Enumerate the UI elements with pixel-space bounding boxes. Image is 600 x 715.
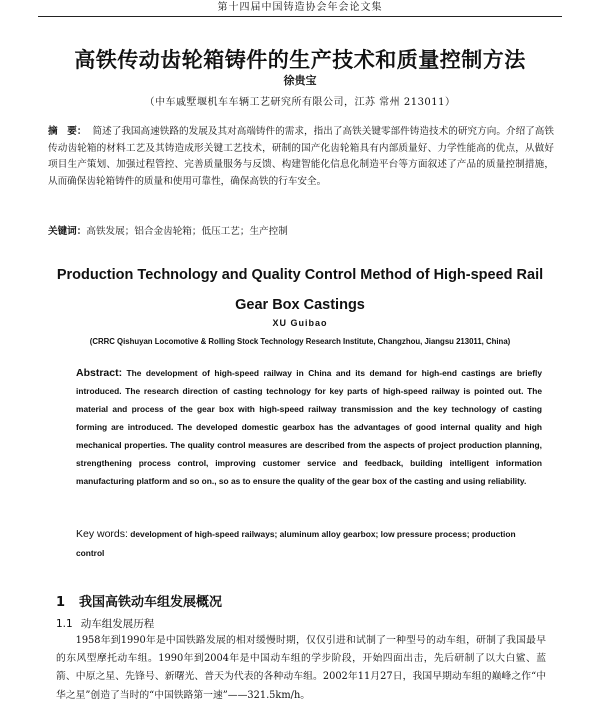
- chinese-abstract-text: 简述了我国高速铁路的发展及其对高端铸件的需求，指出了高铁关键零部件铸造技术的研究方向。介绍了高铁传动齿轮箱的材料工艺及其铸造成形关键工艺技术，研制的国产化齿轮箱具有内部质量好、力学性能高的优点，从做好项目生产策划、加强过程管控、完善质量服务与反馈、构建智能化信息化制造平台等方面叙述了产品的质量控制措施，从而确保齿轮箱铸件的质量和使用可靠性，确保高铁的行车安全。: [48, 126, 555, 187]
- english-keywords: [76, 525, 542, 563]
- section-title: 我国高铁动车组发展概况: [79, 595, 223, 610]
- chinese-abstract-label: 摘 要：: [48, 126, 87, 137]
- body-paragraph: 1958年到1990年是中国铁路发展的相对缓慢时期，仅仅引进和试制了一种型号的动车组，研制了我国最早的东风型摩托动车组。1990年到2004年是中国动车组的学步阶段，开始四面出击，先后研制了以大白鲨、蓝箭、中原之星、先锋号、新曙光、普天为代表的各种动车组。2002年11月27日，我国早期动车组的巅峰之作“中华之星”创造了当时的“中国铁路第一速”——321.5km/h。: [56, 635, 546, 701]
- header-rule: [38, 16, 562, 17]
- chinese-title: 高铁传动齿轮箱铸件的生产技术和质量控制方法: [74, 48, 526, 72]
- english-abstract-label: Abstract:: [76, 367, 123, 379]
- english-author: XU Guibao: [272, 318, 328, 328]
- english-keywords-label: Key words:: [76, 528, 128, 540]
- chinese-author: 徐贵宝: [283, 74, 317, 87]
- subsection-title: 动车组发展历程: [80, 618, 155, 630]
- chinese-abstract: [48, 124, 554, 190]
- english-title: Production Technology and Quality Control Method of High-speed Rail Gear Box Castings: [56, 267, 544, 313]
- section-number: 1: [56, 595, 66, 610]
- subsection-heading: [56, 616, 154, 631]
- section-heading: [56, 591, 222, 610]
- english-keywords-text: development of high-speed railways; aluminum alloy gearbox; low pressure process; production control: [76, 529, 516, 558]
- running-header: 第十四届中国铸造协会年会论文集: [217, 2, 383, 13]
- english-affiliation: (CRRC Qishuyan Locomotive & Rolling Stock Technology Research Institute, Changzhou, Jiangsu 213011, China): [89, 337, 511, 346]
- chinese-affiliation: （中车戚墅堰机车车辆工艺研究所有限公司，江苏 常州 213011）: [144, 97, 456, 108]
- chinese-keywords-text: 高铁发展；铝合金齿轮箱；低压工艺；生产控制: [86, 226, 288, 237]
- english-abstract: [76, 364, 542, 490]
- chinese-keywords: [48, 223, 554, 237]
- subsection-number: 1.1: [56, 618, 73, 630]
- chinese-keywords-label: 关键词：: [48, 226, 87, 237]
- english-abstract-text: The development of high-speed railway in China and its demand for high-end castings are briefly introduced. The research direction of casting technology for key parts of high-speed railway is pointed out. The material and process of the gear box with high-speed railway transmission and the key technology of casting forming are introduced. The developed domestic gearbox has the advantages of good internal quality and high mechanical properties. The quality control measures are described from the aspects of project production planning, strengthening process control, improving customer service and feedback, building intelligent information manufacturing platform and so on., so as to ensure the quality of the gear box of the casting and using reliability.: [76, 368, 543, 486]
